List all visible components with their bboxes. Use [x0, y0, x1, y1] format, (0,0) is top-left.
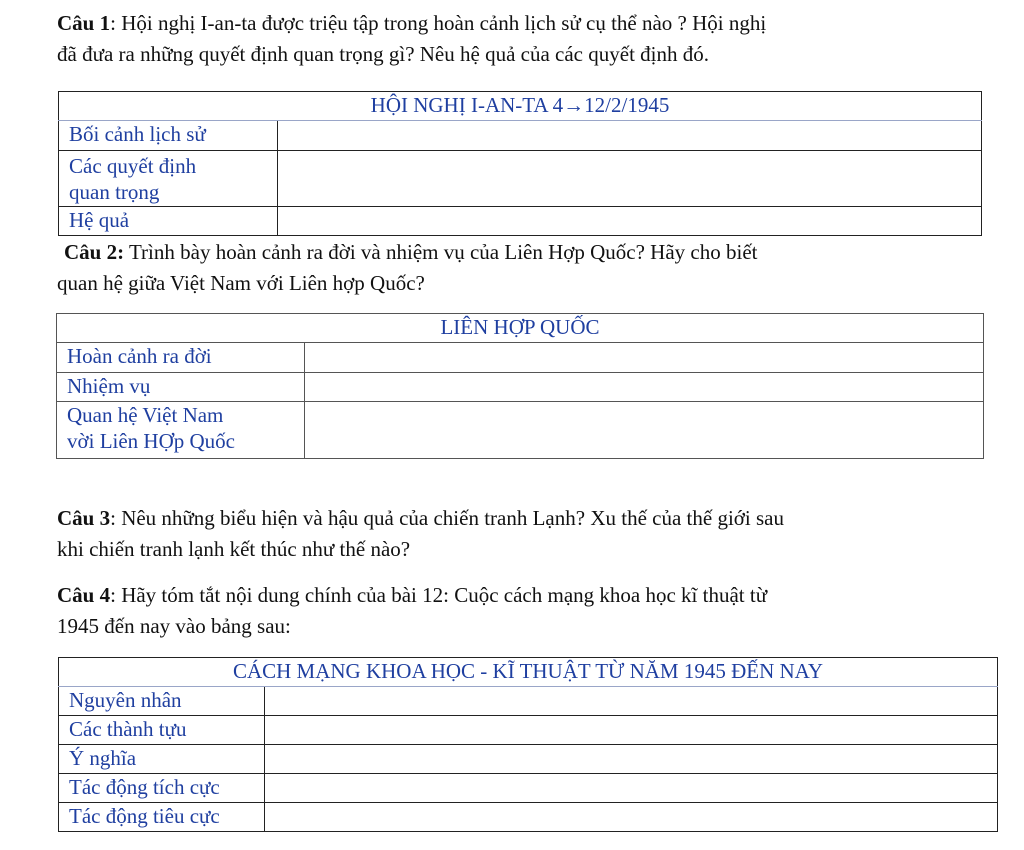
question-2-line1: Trình bày hoàn cảnh ra đời và nhiệm vụ của Liên Hợp Quốc? Hãy cho biết	[124, 240, 758, 264]
table-row	[59, 207, 982, 236]
row-label: Bối cảnh lịch sử	[59, 121, 278, 151]
answer-cell[interactable]	[278, 121, 982, 151]
table-united-nations	[56, 313, 984, 459]
question-4-line1: : Hãy tóm tắt nội dung chính của bài 12: Cuộc cách mạng khoa học kĩ thuật từ	[110, 583, 768, 607]
question-3	[57, 503, 997, 565]
answer-cell[interactable]	[278, 151, 982, 207]
question-3-line2: khi chiến tranh lạnh kết thúc như thế nào?	[57, 537, 411, 561]
table-revolution-title: CÁCH MẠNG KHOA HỌC - KĨ THUẬT TỪ NĂM 1945 ĐẾN NAY	[59, 658, 998, 687]
table-sci-tech-revolution	[58, 657, 998, 832]
row-label: Ý nghĩa	[59, 745, 265, 774]
question-1-line1: : Hội nghị I-an-ta được triệu tập trong hoàn cảnh lịch sử cụ thể nào ? Hội nghị	[110, 11, 767, 35]
row-label	[57, 402, 305, 459]
table-row	[57, 343, 984, 373]
row-label: Tác động tiêu cực	[59, 803, 265, 832]
question-1-label: Câu 1	[57, 11, 111, 35]
table-row	[59, 687, 998, 716]
answer-cell[interactable]	[265, 745, 998, 774]
table-un-title: LIÊN HỢP QUỐC	[57, 314, 984, 343]
table-row	[57, 373, 984, 402]
row-label: Hệ quả	[59, 207, 278, 236]
row-label	[59, 151, 278, 207]
answer-cell[interactable]	[265, 803, 998, 832]
row-label: Nhiệm vụ	[57, 373, 305, 402]
answer-cell[interactable]	[278, 207, 982, 236]
table-row	[59, 121, 982, 151]
row-label: Tác động tích cực	[59, 774, 265, 803]
table-row	[57, 402, 984, 459]
row-label-line2: vời Liên HỢp Quốc	[67, 429, 235, 453]
question-1	[57, 8, 997, 70]
table-yalta-title: HỘI NGHỊ I-AN-TA 4→12/2/1945	[59, 92, 982, 121]
question-4-label: Câu 4	[57, 583, 111, 607]
question-2-label: Câu 2:	[64, 240, 125, 264]
table-row	[59, 745, 998, 774]
table-yalta	[58, 91, 982, 236]
answer-cell[interactable]	[265, 716, 998, 745]
table-row	[59, 716, 998, 745]
table-row	[59, 774, 998, 803]
question-3-line1: : Nêu những biểu hiện và hậu quả của chiến tranh Lạnh? Xu thế của thế giới sau	[110, 506, 784, 530]
answer-cell[interactable]	[265, 687, 998, 716]
question-3-label: Câu 3	[57, 506, 111, 530]
row-label-line1: Quan hệ Việt Nam	[67, 403, 224, 427]
question-4	[57, 580, 997, 642]
answer-cell[interactable]	[305, 402, 984, 459]
question-1-line2: đã đưa ra những quyết định quan trọng gì? Nêu hệ quả của các quyết định đó.	[57, 42, 709, 66]
row-label: Các thành tựu	[59, 716, 265, 745]
row-label: Nguyên nhân	[59, 687, 265, 716]
answer-cell[interactable]	[305, 373, 984, 402]
row-label: Hoàn cảnh ra đời	[57, 343, 305, 373]
answer-cell[interactable]	[305, 343, 984, 373]
answer-cell[interactable]	[265, 774, 998, 803]
question-2	[57, 237, 997, 299]
row-label-line2: quan trọng	[69, 180, 160, 204]
table-row	[59, 151, 982, 207]
table-row	[59, 803, 998, 832]
question-2-line2: quan hệ giữa Việt Nam với Liên hợp Quốc?	[57, 271, 425, 295]
question-4-line2: 1945 đến nay vào bảng sau:	[57, 614, 291, 638]
row-label-line1: Các quyết định	[69, 154, 197, 178]
